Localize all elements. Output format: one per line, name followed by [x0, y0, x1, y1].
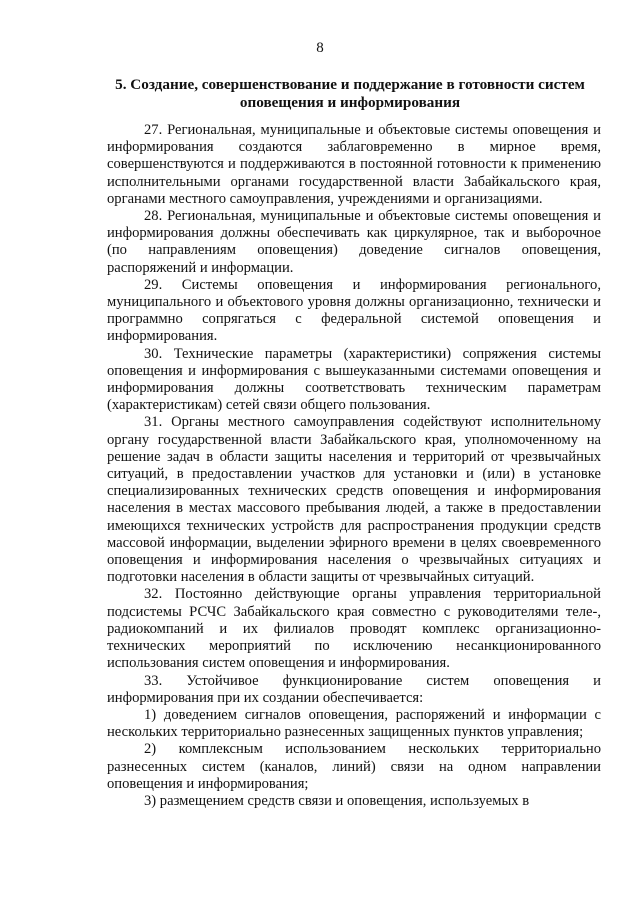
paragraph-33: 33. Устойчивое функционирование систем оповещения и информирования при их создании обеспечивается: [107, 672, 601, 706]
list-item-3: 3) размещением средств связи и оповещения, используемых в [144, 792, 530, 809]
page-number: 8 [316, 40, 324, 56]
paragraph-32: 32. Постоянно действующие органы управления территориальной подсистемы РСЧС Забайкальского края совместно с руководителями теле-, радиокомпаний и их филиалов проводят комплекс организационно-технических мероприятий по исключению несанкционированного использования систем оповещения и информирования. [107, 586, 601, 672]
document-body [107, 122, 601, 810]
list-item-2: 2) комплексным использованием нескольких территориально разнесенных систем (каналов, линий) связи на одном направлении оповещения и информирования; [107, 741, 601, 792]
paragraph-28: 28. Региональная, муниципальные и объектовые системы оповещения и информирования должны обеспечивать как циркулярное, так и выборочное (по направлениям оповещения) доведение сигналов оповещения, распоряжений и информации. [107, 208, 601, 276]
paragraph-31: 31. Органы местного самоуправления содействуют исполнительному органу государственной власти Забайкальского края, уполномоченному на решение задач в области защиты населения и территорий от чрезвычайных ситуаций, в предоставлении участков для установки и (или) в установке специализированных технических средств оповещения и информирования населения в местах массового пребывания людей, а также в предоставлении имеющихся технических устройств для распространения продукции средств массовой информации, выделении эфирного времени в целях своевременного оповещения и информирования населения о чрезвычайных ситуациях и подготовки населения в области защиты от чрезвычайных ситуаций. [107, 414, 601, 586]
list-item-1: 1) доведением сигналов оповещения, распоряжений и информации с нескольких территориально разнесенных защищенных пунктов управления; [107, 706, 601, 741]
paragraph-30: 30. Технические параметры (характеристики) сопряжения системы оповещения и информирования с вышеуказанными системами оповещения и информирования должны соответствовать техническим параметрам (характеристикам) сетей связи общего пользования. [107, 345, 601, 414]
paragraph-29: 29. Системы оповещения и информирования регионального, муниципального и объектового уровня должны организационно, технически и программно сопрягаться с федеральной системой оповещения и информирования. [107, 276, 601, 345]
paragraph-27: 27. Региональная, муниципальные и объектовые системы оповещения и информирования создаются заблаговременно в мирное время, совершенствуются и поддерживаются в постоянной готовности к применению исполнительными органами государственной власти Забайкальского края, органами местного самоуправления, учреждениями и организациями. [107, 122, 601, 207]
section-heading: 5. Создание, совершенствование и поддержание в готовности систем оповещения и информирования [115, 76, 585, 111]
